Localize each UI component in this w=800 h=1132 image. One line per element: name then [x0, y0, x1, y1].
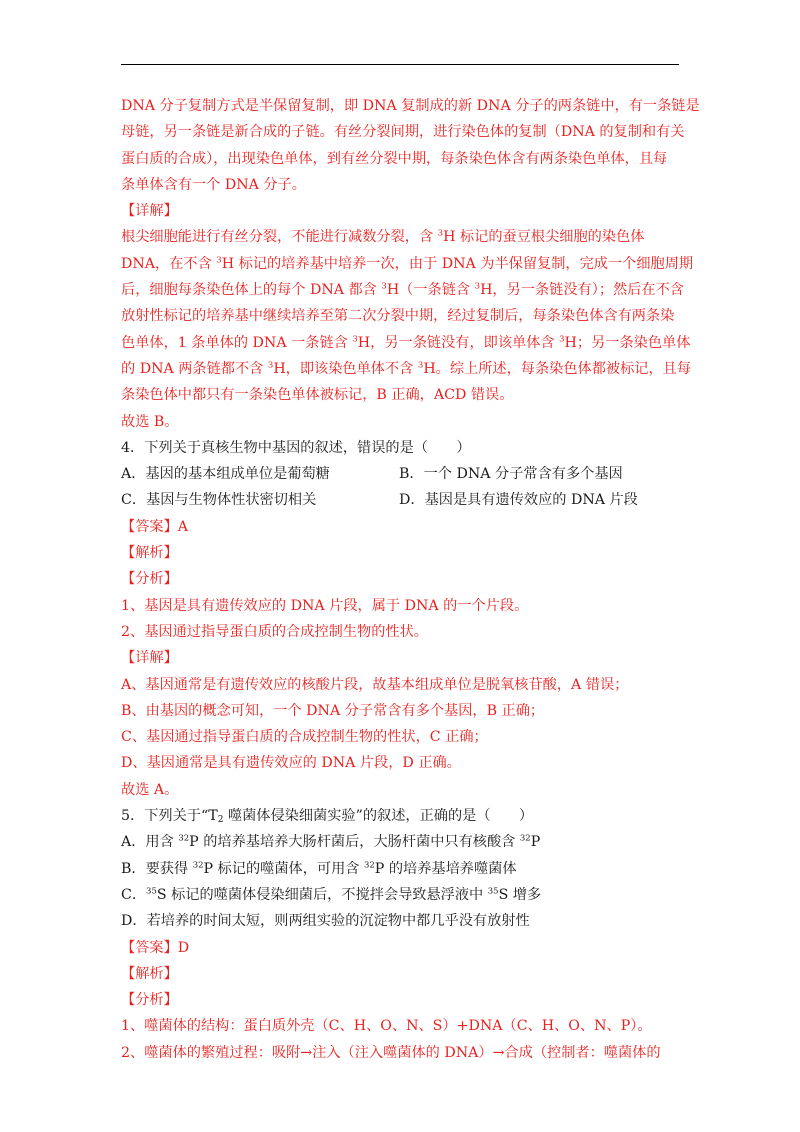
analysis-point: 2、噬菌体的繁殖过程：吸附→注入（注入噬菌体的 DNA）→合成（控制者：噬菌体的 — [121, 1044, 661, 1061]
conclusion: 故选 A。 — [121, 781, 179, 798]
options-row — [121, 487, 681, 513]
detail-option-b: B、由基因的概念可知，一个 DNA 分子常含有多个基因，B 正确； — [121, 702, 545, 719]
superscript: 32 — [192, 860, 204, 871]
text-run: H 标记的蚕豆根尖细胞的染色体 — [443, 229, 645, 246]
text-run: 5．下列关于“T — [121, 808, 218, 825]
text-run: 色单体，1 条单体的 DNA 一条链含 — [121, 334, 353, 351]
superscript: 3 — [437, 229, 444, 240]
superscript: 3 — [267, 360, 274, 371]
text-run: C． — [121, 886, 147, 903]
answer-value: D — [177, 939, 190, 956]
text-run: P 的培养基培养噬菌体 — [374, 860, 517, 877]
superscript: 32 — [178, 834, 190, 845]
text-run: H，另一条链没有，即该单体含 — [357, 334, 560, 351]
superscript: 3 — [381, 281, 387, 292]
conclusion: 故选 B。 — [121, 413, 179, 430]
superscript: 3 — [474, 281, 481, 292]
detail-heading: 【详解】 — [121, 203, 178, 220]
analysis-point: 1、噬菌体的结构：蛋白质外壳（C、H、O、N、S）+DNA（C、H、O、N、P）。 — [121, 1018, 652, 1035]
analysis-line: 条单体含有一个 DNA 分子。 — [121, 176, 306, 193]
text-run: 噬菌体侵染细菌实验”的叙述，正确的是（ ） — [223, 808, 534, 825]
question-stem — [121, 803, 681, 829]
answer-label: 【答案】 — [121, 518, 178, 535]
superscript: 35 — [487, 886, 499, 897]
detail-heading: 【详解】 — [121, 650, 178, 667]
analysis-line: 蛋白质的合成），出现染色单体，到有丝分裂中期，每条染色体含有两条染色单体，且每 — [121, 150, 668, 167]
answer-label: 【答案】 — [121, 939, 178, 956]
superscript: 3 — [417, 360, 424, 371]
fenxi-heading: 【分析】 — [121, 992, 178, 1009]
superscript: 3 — [559, 334, 565, 345]
option-b — [121, 856, 681, 882]
text-run: P 标记的噬菌体，可用含 — [203, 860, 364, 877]
document-body — [121, 93, 700, 1066]
text-run: P 的培养基培养大肠杆菌后，大肠杆菌中只有核酸含 — [189, 834, 520, 851]
detail-line — [121, 356, 692, 382]
text-run: 后，细胞每条染色体上的每个 DNA 都含 — [121, 282, 382, 299]
analysis-heading: 【解析】 — [121, 965, 178, 982]
superscript: 35 — [146, 886, 157, 897]
analysis-point: 2、基因通过指导蛋白质的合成控制生物的性状。 — [121, 623, 428, 640]
analysis-line: 母链，另一条链是新合成的子链。有丝分裂间期，进行染色体的复制（DNA 的复制和有关 — [121, 124, 685, 141]
text-run: H。综上所述，每条染色体都被标记，且每 — [423, 360, 692, 377]
option-a: A．基因的基本组成单位是葡萄糖 — [121, 466, 330, 483]
text-run: B．要获得 — [121, 860, 193, 877]
text-run: P — [530, 834, 541, 851]
detail-option-d: D、基因通常是具有遗传效应的 DNA 片段，D 正确。 — [121, 755, 461, 772]
text-run: 根尖细胞能进行有丝分裂，不能进行减数分裂，含 — [121, 229, 438, 246]
detail-option-c: C、基因通过指导蛋白质的合成控制生物的性状，C 正确； — [121, 729, 488, 746]
answer-line — [121, 514, 681, 540]
option-c — [121, 882, 681, 908]
subscript: 2 — [217, 814, 224, 825]
superscript: 32 — [519, 834, 531, 845]
text-run: H；另一条染色单体 — [564, 334, 691, 351]
answer-value: A — [177, 518, 189, 535]
detail-line — [121, 277, 684, 303]
text-run: S 标记的噬菌体侵染细菌后，不搅拌会导致悬浮液中 — [156, 886, 488, 903]
option-c: C．基因与生物体性状密切相关 — [121, 492, 317, 509]
superscript: 32 — [363, 860, 375, 871]
fenxi-heading: 【分析】 — [121, 571, 178, 588]
header-rule — [121, 64, 679, 65]
option-a — [121, 829, 681, 855]
text-run: H 标记的培养基中培养一次，由于 DNA 为半保留复制，完成一个细胞周期 — [221, 255, 694, 272]
analysis-point: 1、基因是具有遗传效应的 DNA 片段，属于 DNA 的一个片段。 — [121, 597, 529, 614]
superscript: 3 — [216, 255, 222, 266]
superscript: 3 — [352, 334, 358, 345]
text-run: A．用含 — [121, 834, 179, 851]
text-run: 的 DNA 两条链都不含 — [121, 360, 268, 377]
detail-line — [121, 251, 694, 277]
option-b: B．一个 DNA 分子常含有多个基因 — [399, 466, 623, 483]
detail-line: 放射性标记的培养基中继续培养至第二次分裂中期，经过复制后，每条染色体含有两条染 — [121, 308, 675, 325]
analysis-line: DNA 分子复制方式是半保留复制，即 DNA 复制成的新 DNA 分子的两条链中，有一条链是 — [121, 98, 700, 114]
detail-line: 条染色体中都只有一条染色单体被标记，B 正确，ACD 错误。 — [121, 387, 514, 404]
option-d: D．基因是具有遗传效应的 DNA 片段 — [399, 492, 638, 509]
option-d: D．若培养的时间太短，则两组实验的沉淀物中都几乎没有放射性 — [121, 913, 530, 930]
options-row — [121, 461, 681, 487]
answer-line — [121, 935, 681, 961]
text-run: H（一条链含 — [386, 282, 475, 299]
detail-option-a: A、基因通常是有遗传效应的核酸片段，故基本组成单位是脱氧核苷酸，A 错误； — [121, 676, 629, 693]
text-run: H，即该染色单体不含 — [273, 360, 418, 377]
text-run: DNA，在不含 — [121, 255, 217, 272]
detail-line — [121, 330, 691, 356]
text-run: S 增多 — [498, 886, 542, 903]
detail-line — [121, 224, 681, 250]
question-stem: 4．下列关于真核生物中基因的叙述，错误的是（ ） — [121, 439, 471, 456]
analysis-heading: 【解析】 — [121, 545, 178, 562]
text-run: H，另一条链没有）；然后在不含 — [480, 282, 684, 299]
